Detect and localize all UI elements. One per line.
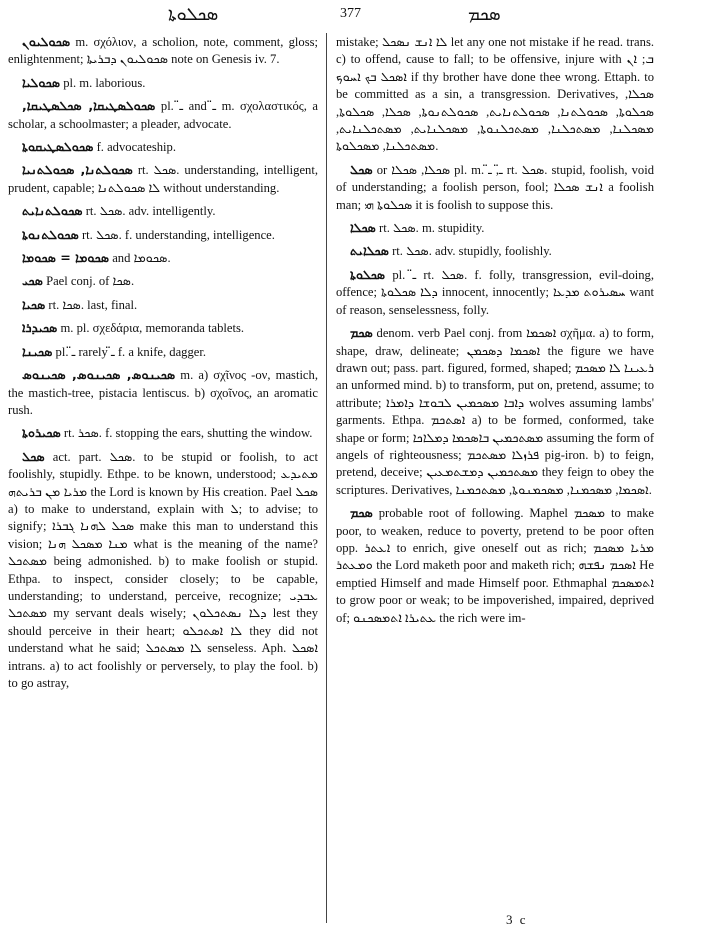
entry-headword: ܣܟܝܢܐ xyxy=(22,343,53,359)
dictionary-entry xyxy=(8,343,318,361)
running-header xyxy=(0,0,704,30)
header-left-word: ܣܟܠܘܬܐ xyxy=(168,4,219,25)
dictionary-entry xyxy=(8,296,318,314)
dictionary-entry xyxy=(8,319,318,337)
entry-headword: ܣܟܠܐ xyxy=(350,220,376,236)
entry-headword: ܣܟܡ xyxy=(350,505,373,521)
dictionary-entry xyxy=(8,161,318,197)
dictionary-entry xyxy=(336,219,654,237)
entry-text: probable root of following. Maphel ܡܣܟܡ to make poor, to weaken, reduce to poverty, pretend to be poor often opp. ܐܥܬܪ to enrich, give oneself out as rich; ܡܪܝܐ ܡܣܟܡ ܘܡܥܬܪ the Lord maketh poor and maketh rich; ܐܣܟܡ ܢܦܫܗ He emptied Himself and made Himself poor. Ethmaphal ܐܬܡܣܟܡ to grow poor or weak; to be impoverished, impaired, deprived of; ܥܬܝܪܐ ܐܬܡܣܟܢܘ the rich were im- xyxy=(336,506,655,625)
dictionary-entry-continued xyxy=(336,33,654,156)
entry-text: pl. ـ̈ rt. ܣܟܠ. f. folly, transgression, evil-doing, offence; ܕܠܐ ܣܟܠܘܬܐ innocent, innocently; ܚܣܝܪܘܬ ܡܕܥܐ want of reason, senselessness, folly. xyxy=(336,267,655,317)
entry-headword: ܣܟܠܐܝܬ xyxy=(350,243,389,259)
entry-headword: ܣܟܠܘܬܐ xyxy=(350,266,386,282)
entry-headword: ܣܟܘܠܬܢܐܝܬ xyxy=(22,203,83,219)
dictionary-entry xyxy=(8,366,318,419)
dictionary-entry xyxy=(8,226,318,244)
entry-text: pl. m. laborious. xyxy=(63,75,146,90)
entry-text: rt. ܣܟܪ. f. stopping the ears, shutting the window. xyxy=(63,426,313,441)
entry-text: and ܣܟܘܡܐ. xyxy=(112,251,171,266)
entry-text: m. pl. σχεδάρια, memoranda tablets. xyxy=(60,321,245,336)
page-number: 377 xyxy=(340,6,361,21)
entry-text: rt. ܣܟܠ. understanding, intelligent, prudent, capable; ܠܐ ܣܟܘܠܬܢܐ without understanding. xyxy=(8,163,318,195)
entry-headword: ܣܟܘܠܣܛܝܩܘܬܐ xyxy=(22,139,94,155)
entry-headword: ܣܟܘܠܝܐ xyxy=(22,74,61,90)
dictionary-entry xyxy=(8,138,318,156)
entry-headword: ܣܟܝܕܪܐ xyxy=(22,320,58,336)
entry-headword: ܣܟܝ xyxy=(22,273,43,289)
entry-text: m. σχόλιον, a scholion, note, comment, gloss; enlightenment; ܣܟܘܠܝܘܢ ܕܒܪܝܬܐ note on Genesis iv. 7. xyxy=(8,35,318,67)
right-column xyxy=(336,33,654,632)
entry-headword: ܣܟܘܠܬܢܐ, ܣܟܘܠܬܢܝܐ xyxy=(22,162,133,178)
dictionary-entry xyxy=(336,324,654,499)
entry-text: rt. ܣܟܐ. last, final. xyxy=(48,297,138,312)
dictionary-entry xyxy=(8,97,318,133)
entry-headword: ܣܟܠ xyxy=(350,161,373,177)
entry-headword: ܣܟܠ xyxy=(22,448,45,464)
entry-text: rt. ܣܟܠ. adv. intelligently. xyxy=(85,204,216,219)
entry-headword: ܣܟܘܠܬܢܘܬܐ xyxy=(22,226,79,242)
entry-text: rt. ܣܟܠ. adv. stupidly, foolishly. xyxy=(392,244,552,259)
column-divider xyxy=(326,33,327,923)
dictionary-entry xyxy=(8,272,318,290)
entry-headword: ܣܟܡ xyxy=(350,325,373,341)
dictionary-entry xyxy=(8,33,318,69)
left-column xyxy=(8,33,318,697)
entry-text: rt. ܣܟܠ. f. understanding, intelligence. xyxy=(81,227,275,242)
entry-headword: ܣܟܘܠܝܘܢ xyxy=(22,34,71,49)
header-right-word: ܣܟܡ xyxy=(468,4,501,25)
signature-mark: 3 c xyxy=(506,912,528,927)
dictionary-entry xyxy=(8,202,318,220)
dictionary-entry xyxy=(336,161,654,214)
entry-text: pl. ـ̈ and ـ̈ m. σχολαστικός, a scholar, a schoolmaster; a pleader, advocate. xyxy=(8,99,319,131)
entry-text: act. part. ܣܟܠ. to be stupid or foolish, to act foolishly, stupidly. Ethpe. to be known, understood; ܡܬܝܕܥ ܡܪܝܐ ܡܢ ܒܪܝܬܗ the Lord is known by His creation. Pael ܣܟܠ a) to make to understand, explain with ܠ; to advise; to signify; ܣܟܠ ܠܗܢܐ ܓܒܪܐ make this man to understand this vision; ܡܢܐ ܡܣܟܠ ܗܢܐ what is the meaning of the name? ܡܣܬܟܠ being admonished. b) to make foolish or stupid. Ethpa. to inspect, consider closely; to be capable, understanding; to understand, perceive, recognize; ܥܒܕܝ ܡܣܬܟܠ my servant deals wisely; ܕܠܐ ܢܣܬܟܠܘܢ lest they should perceive in their heart; ܠܐ ܐܣܬܟܠܘ they did not understand what he said; ܠܐ ܡܣܬܟܠ senseless. Aph. ܐܣܟܠ intrans. a) to act foolishly or perversely, to play the fool. b) to go astray, xyxy=(8,449,319,690)
entry-headword: ܣܟܝܢܘܣ, ܣܟܝܢܘܣ, ܣܟܝܢܘܣ xyxy=(22,367,176,383)
dictionary-entry xyxy=(8,249,318,267)
entry-headword: ܣܟܝܪܘܬܐ xyxy=(22,425,61,441)
entry-headword: ܣܟܘܡܐ = ܣܟܘܡܐ xyxy=(22,250,110,266)
entry-headword: ܣܟܝܐ xyxy=(22,296,46,312)
entry-text: Pael conj. of ܣܟܐ. xyxy=(46,274,135,289)
dictionary-entry xyxy=(336,242,654,260)
dictionary-entry xyxy=(336,504,654,627)
dictionary-entry xyxy=(8,74,318,92)
dictionary-entry xyxy=(8,424,318,442)
entry-text: denom. verb Pael conj. from ܐܣܟܡܐ σχῆμα. a) to form, shape, draw, delineate; ܐܣܟܡܐ ܕܣܟܡܢ the figure we have drawn out; pass. part. figured, formed, shaped; ܪܥܝܢܐ ܠܐ ܡܣܟܡ an unformed mind. b) to transform, put on, pretend, assume; to attribute; ܕܐܒܐ ܡܣܟܡܝܢ ܠܒܘܫܐ ܕܐܡܪܐ wolves assuming lambs' garments. Ethpa. ܐܣܬܟܡ a) to be formed, conformed, take shape or form; ܡܣܬܟܡܝܢ ܒܐܣܟܡܐ ܕܡܠܐܟܐ assuming the form of angels of righteousness; ܦܪܙܠܐ ܡܣܬܟܡ pig-iron. b) to feign, pretend, deceive; ܡܣܬܟܡܝܢ ܕܡܫܬܡܥܝܢ they feign to obey the scriptures. Derivatives, ܐܣܟܡܐ, ܡܣܟܡܢܐ, ܡܣܟܡܢܘܬܐ, ܡܣܬܟܡܢܐ. xyxy=(336,326,655,497)
entry-text: rt. ܣܟܠ. m. stupidity. xyxy=(379,221,485,236)
dictionary-entry xyxy=(336,266,654,319)
entry-headword: ܣܟܘܠܣܛܝܩܐ, ܣܟܠܣܛܝܩܐ, xyxy=(22,98,156,114)
entry-text: m. a) σχῖνος -ον, mastich, the mastich-tree, pistacia lentiscus. b) σχοῖνος, an aromatic rush. xyxy=(8,368,318,417)
entry-text: pl. ـ̈ rarely ـ̈ f. a knife, dagger. xyxy=(55,344,206,359)
entry-text: f. advocateship. xyxy=(96,140,176,155)
entry-text: mistake; ܠܐ ܐܢܫ ܢܣܟܠ let any one not mistake if he read. trans. c) to offend, cause to fall; to be offensive, injure with ܒ; ܐܢ ܐܣܟܠ ܒܟ ܐܚܘܟ if thy brother have done thee wrong. Ettaph. to be committed as a sin, a transgression. Derivatives, ܣܟܠܐ, ܣܟܠܘܬܐ, ܣܟܘܠܬܢܐ, ܣܟܘܠܬܢܐܝܬ, ܣܟܘܠܬܢܘܬܐ, ܣܟܠܐ, ܣܟܠܘܬܐ, ܡܣܟܠܢܐ, ܡܣܬܟܠܢܐ, ܡܣܬܟܠܢܘܬܐ, ܡܣܟܠܢܐܝܬ, ܡܣܬܟܠܢܐܝܬ, ܡܣܬܟܠܢܐ, ܡܣܟܠܘܬܐ. xyxy=(336,35,654,154)
entry-text: or ܣܟܠܐ, ܣܟܠܐ pl. m. ـ̈, ـ̈ rt. ܣܟܠ. stupid, foolish, void of understanding; a foolish person, fool; ܐܢܫ ܣܟܠܐ a foolish man; ܣܟܠܘܬܐ ܗܝ it is foolish to suppose this. xyxy=(336,162,655,212)
dictionary-entry xyxy=(8,448,318,693)
